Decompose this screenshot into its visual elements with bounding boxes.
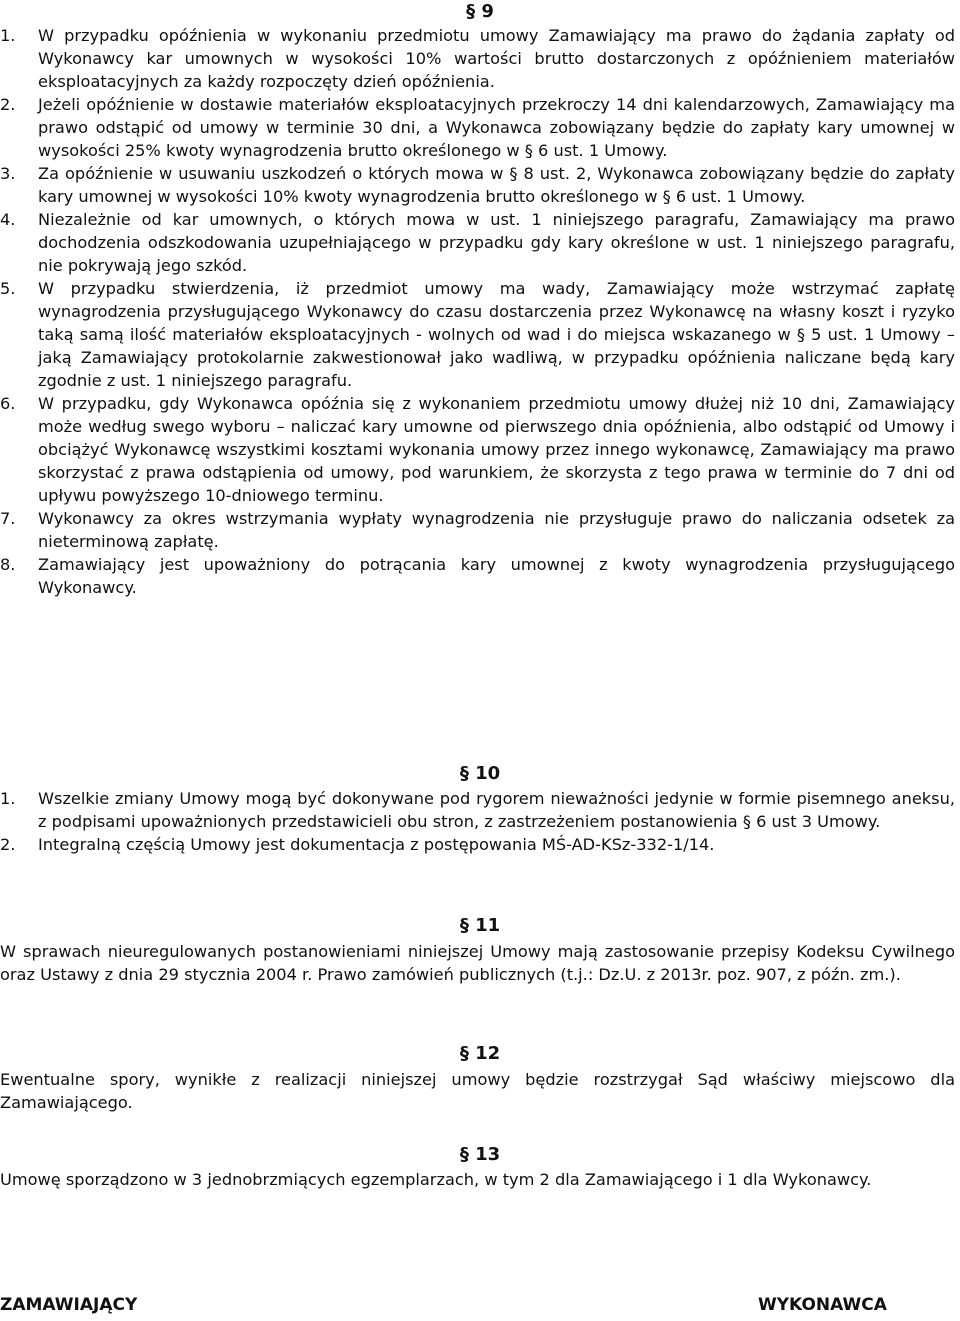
- list-item: [0, 507, 955, 553]
- item-text: Wszelkie zmiany Umowy mogą być dokonywane pod rygorem nieważności jedynie w formie pisemnego aneksu, z podpisami upoważnionych przedstawicieli obu stron, z zastrzeżeniem postanowienia § 6 ust 3 Umowy.: [38, 789, 955, 831]
- item-text: W przypadku stwierdzenia, iż przedmiot umowy ma wady, Zamawiający może wstrzymać zapłatę wynagrodzenia przysługującego Wykonawcy do czasu dostarczenia przez Wykonawcę na własny koszt i ryzyko taką samą ilość materiałów eksploatacyjnych - wolnych od wad i do miejsca wskazanego w § 5 ust. 1 Umowy – jaką Zamawiający protokolarnie zakwestionował jako wadliwą, w przypadku opóźnienia naliczane będą kary zgodnie z ust. 1 niniejszego paragrafu.: [38, 279, 955, 390]
- item-text: Za opóźnienie w usuwaniu uszkodzeń o których mowa w § 8 ust. 2, Wykonawca zobowiązany będzie do zapłaty kary umownej w wysokości 10% kwoty wynagrodzenia brutto określonego w § 6 ust. 1 Umowy.: [38, 164, 955, 206]
- item-number: 6.: [0, 394, 16, 413]
- list-item: [0, 553, 955, 599]
- item-text: Niezależnie od kar umownych, o których mowa w ust. 1 niniejszego paragrafu, Zamawiający ma prawo dochodzenia odszkodowania uzupełniającego w przypadku gdy kary określone w ust. 1 niniejszego paragrafu, nie pokrywają jego szkód.: [38, 210, 955, 275]
- section-heading-11: [0, 914, 960, 938]
- list-item: [0, 93, 955, 162]
- section-9-title: § 9: [466, 1, 494, 22]
- section-10-title: § 10: [459, 763, 501, 784]
- signature-ordering-party: ZAMAWIAJĄCY: [0, 1295, 138, 1315]
- item-number: 2.: [0, 95, 16, 114]
- list-item: [0, 162, 955, 208]
- list-item: [0, 277, 955, 392]
- item-number: 7.: [0, 509, 16, 528]
- item-number: 5.: [0, 279, 16, 298]
- section-11-text: W sprawach nieuregulowanych postanowieniami niniejszej Umowy mają zastosowanie przepisy Kodeksu Cywilnego oraz Ustawy z dnia 29 stycznia 2004 r. Prawo zamówień publicznych (t.j.: Dz.U. z 2013r. poz. 907, z późn. zm.).: [0, 942, 955, 984]
- section-heading-9: [0, 0, 960, 24]
- section-13-title: § 13: [459, 1144, 501, 1165]
- item-text: Integralną częścią Umowy jest dokumentacja z postępowania MŚ-AD-KSz-332-1/14.: [38, 835, 715, 854]
- section-10-list: [0, 787, 955, 856]
- item-text: Zamawiający jest upoważniony do potrącania kary umownej z kwoty wynagrodzenia przysługującego Wykonawcy.: [38, 555, 955, 597]
- section-9-list: [0, 24, 955, 599]
- list-item: [0, 787, 955, 833]
- list-item: [0, 208, 955, 277]
- item-text: W przypadku, gdy Wykonawca opóźnia się z wykonaniem przedmiotu umowy dłużej niż 10 dni, Zamawiający może według swego wyboru – naliczać kary umowne od pierwszego dnia opóźnienia, albo odstąpić od Umowy i obciążyć Wykonawcę wszystkimi kosztami wykonania umowy przez innego wykonawcę, Zamawiający ma prawo skorzystać z prawa odstąpienia od umowy, pod warunkiem, że skorzysta z tego prawa w terminie do 7 dni od upływu powyższego 10-dniowego terminu.: [38, 394, 955, 505]
- section-heading-13: [0, 1143, 960, 1167]
- section-12-title: § 12: [459, 1043, 501, 1064]
- section-12-text: Ewentualne spory, wynikłe z realizacji niniejszej umowy będzie rozstrzygał Sąd właściwy miejscowo dla Zamawiającego.: [0, 1070, 955, 1112]
- item-text: Wykonawcy za okres wstrzymania wypłaty wynagrodzenia nie przysługuje prawo do naliczania odsetek za nieterminową zapłatę.: [38, 509, 955, 551]
- signature-contractor: WYKONAWCA: [758, 1295, 887, 1315]
- section-11-title: § 11: [459, 915, 501, 936]
- item-text: W przypadku opóźnienia w wykonaniu przedmiotu umowy Zamawiający ma prawo do żądania zapłaty od Wykonawcy kar umownych w wysokości 10% wartości brutto dostarczonych z opóźnieniem materiałów eksploatacyjnych za każdy rozpoczęty dzień opóźnienia.: [38, 26, 955, 91]
- section-heading-12: [0, 1042, 960, 1066]
- list-item: [0, 833, 955, 856]
- item-number: 1.: [0, 26, 16, 45]
- item-number: 2.: [0, 835, 16, 854]
- item-number: 1.: [0, 789, 16, 808]
- item-number: 8.: [0, 555, 16, 574]
- item-text: Jeżeli opóźnienie w dostawie materiałów eksploatacyjnych przekroczy 14 dni kalendarzowych, Zamawiający ma prawo odstąpić od umowy w terminie 30 dni, a Wykonawca zobowiązany będzie do zapłaty kary umownej w wysokości 25% kwoty wynagrodzenia brutto określonego w § 6 ust. 1 Umowy.: [38, 95, 955, 160]
- section-heading-10: [0, 762, 960, 786]
- item-number: 4.: [0, 210, 16, 229]
- list-item: [0, 392, 955, 507]
- list-item: [0, 24, 955, 93]
- section-13-text: Umowę sporządzono w 3 jednobrzmiących egzemplarzach, w tym 2 dla Zamawiającego i 1 dla Wykonawcy.: [0, 1170, 872, 1189]
- item-number: 3.: [0, 164, 16, 183]
